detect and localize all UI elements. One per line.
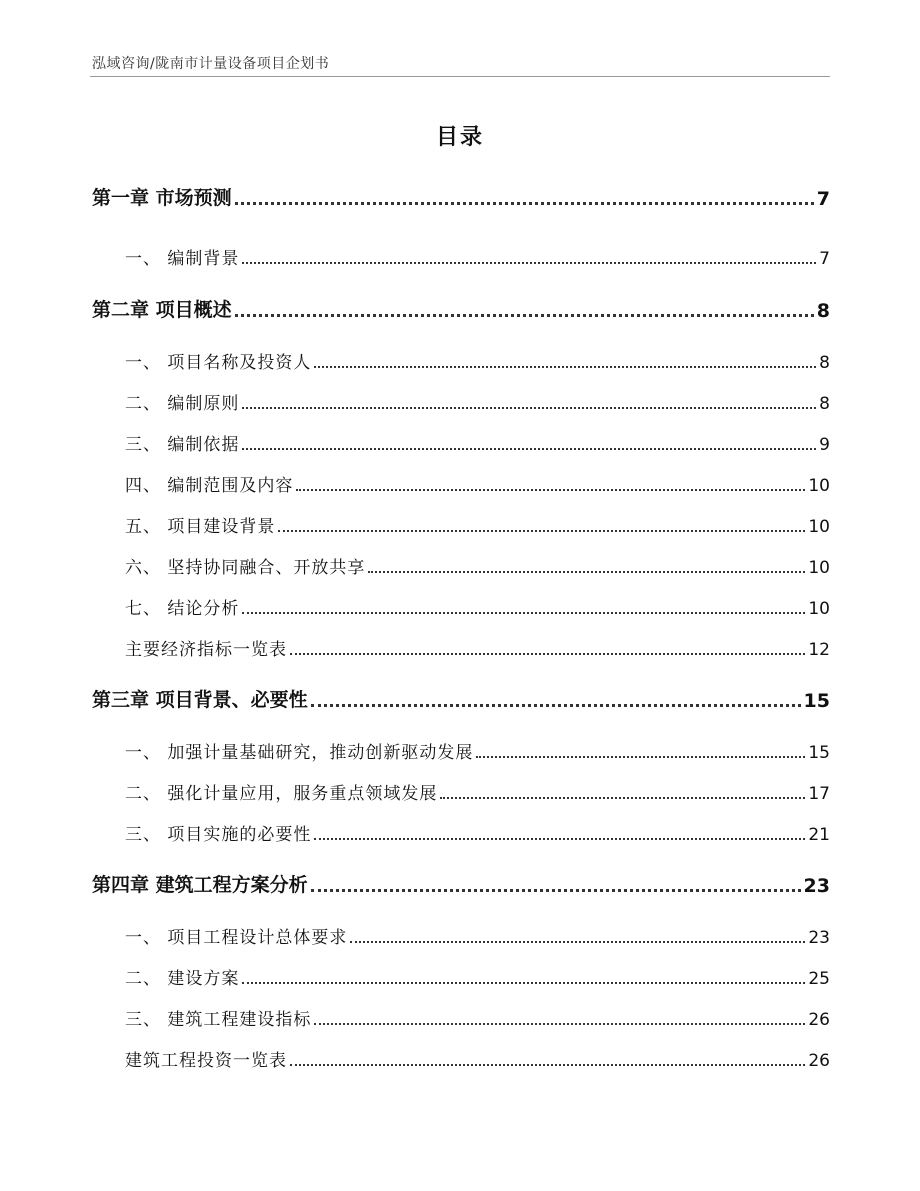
dot-leader	[296, 489, 805, 491]
toc-entry-section[interactable]	[125, 964, 830, 989]
toc-entry-label: 主要经济指标一览表	[125, 640, 287, 660]
toc-title: 目录	[435, 125, 484, 150]
dot-leader	[290, 653, 805, 655]
toc-entry-label: 五、 项目建设背景	[125, 517, 276, 537]
dot-leader	[278, 530, 805, 532]
dot-leader	[242, 448, 816, 450]
toc-entry-page: 10	[808, 517, 830, 537]
dot-leader	[314, 1023, 805, 1025]
toc-entry-page: 12	[808, 640, 830, 660]
toc-entry-section[interactable]	[125, 430, 830, 455]
toc-entry-page: 7	[819, 249, 830, 269]
toc-entry-label: 第二章 项目概述	[92, 299, 232, 321]
toc-entry-page: 17	[808, 784, 830, 804]
toc-entry-section[interactable]	[125, 923, 830, 948]
toc-entry-section[interactable]	[125, 1005, 830, 1030]
toc-entry-page: 25	[808, 969, 830, 989]
toc-entry-page: 15	[803, 690, 830, 712]
toc-entry-section[interactable]	[125, 244, 830, 269]
dot-leader	[235, 202, 814, 205]
toc-entry-label: 第三章 项目背景、必要性	[92, 689, 308, 711]
toc-entry-section[interactable]	[125, 635, 830, 660]
dot-leader	[476, 756, 805, 758]
toc-entry-section[interactable]	[125, 553, 830, 578]
toc-entry-page: 21	[808, 825, 830, 845]
toc-entry-page: 8	[819, 353, 830, 373]
toc-entry-chapter[interactable]	[92, 295, 830, 322]
toc-entry-label: 第一章 市场预测	[92, 187, 232, 209]
toc-entry-label: 七、 结论分析	[125, 599, 240, 619]
toc-entry-label: 二、 建设方案	[125, 969, 240, 989]
toc-entry-label: 一、 项目名称及投资人	[125, 353, 312, 373]
toc-entry-page: 10	[808, 558, 830, 578]
toc-entry-page: 23	[803, 875, 830, 897]
toc-entry-page: 8	[816, 300, 830, 322]
toc-entry-label: 六、 坚持协同融合、开放共享	[125, 558, 366, 578]
toc-entry-label: 三、 项目实施的必要性	[125, 825, 312, 845]
toc-entry-page: 8	[819, 394, 830, 414]
dot-leader	[235, 314, 814, 317]
toc-entry-label: 一、 编制背景	[125, 249, 240, 269]
dot-leader	[314, 366, 816, 368]
dot-leader	[242, 407, 816, 409]
toc-entry-section[interactable]	[125, 779, 830, 804]
toc-entry-section[interactable]	[125, 820, 830, 845]
toc-entry-label: 一、 加强计量基础研究，推动创新驱动发展	[125, 743, 474, 763]
dot-leader	[350, 941, 805, 943]
dot-leader	[242, 262, 816, 264]
toc-entry-label: 二、 强化计量应用，服务重点领域发展	[125, 784, 438, 804]
dot-leader	[242, 982, 805, 984]
dot-leader	[314, 838, 805, 840]
toc-entry-section[interactable]	[125, 594, 830, 619]
dot-leader	[311, 889, 801, 892]
toc-entry-page: 26	[808, 1010, 830, 1030]
running-header: 泓域咨询/陇南市计量设备项目企划书	[92, 56, 330, 72]
toc-entry-label: 第四章 建筑工程方案分析	[92, 874, 308, 896]
toc-entry-page: 9	[819, 435, 830, 455]
toc-entry-page: 26	[808, 1051, 830, 1071]
toc-entry-label: 四、 编制范围及内容	[125, 476, 294, 496]
toc-entry-label: 二、 编制原则	[125, 394, 240, 414]
toc-entry-chapter[interactable]	[92, 183, 830, 210]
toc-entry-label: 建筑工程投资一览表	[125, 1051, 287, 1071]
toc-entry-section[interactable]	[125, 348, 830, 373]
dot-leader	[290, 1064, 805, 1066]
dot-leader	[368, 571, 805, 573]
toc-entry-section[interactable]	[125, 389, 830, 414]
toc-entry-section[interactable]	[125, 738, 830, 763]
toc-entry-section[interactable]	[125, 471, 830, 496]
toc-entry-section[interactable]	[125, 1046, 830, 1071]
toc-entry-chapter[interactable]	[92, 685, 830, 712]
dot-leader	[242, 612, 805, 614]
dot-leader	[440, 797, 805, 799]
toc-entry-page: 7	[816, 188, 830, 210]
toc-entry-label: 一、 项目工程设计总体要求	[125, 928, 348, 948]
toc-entry-page: 23	[808, 928, 830, 948]
toc-entry-chapter[interactable]	[92, 870, 830, 897]
toc-entry-label: 三、 建筑工程建设指标	[125, 1010, 312, 1030]
toc-entry-page: 10	[808, 599, 830, 619]
toc-entry-section[interactable]	[125, 512, 830, 537]
toc-entry-label: 三、 编制依据	[125, 435, 240, 455]
dot-leader	[311, 704, 801, 707]
toc-entry-page: 10	[808, 476, 830, 496]
toc-entry-page: 15	[808, 743, 830, 763]
